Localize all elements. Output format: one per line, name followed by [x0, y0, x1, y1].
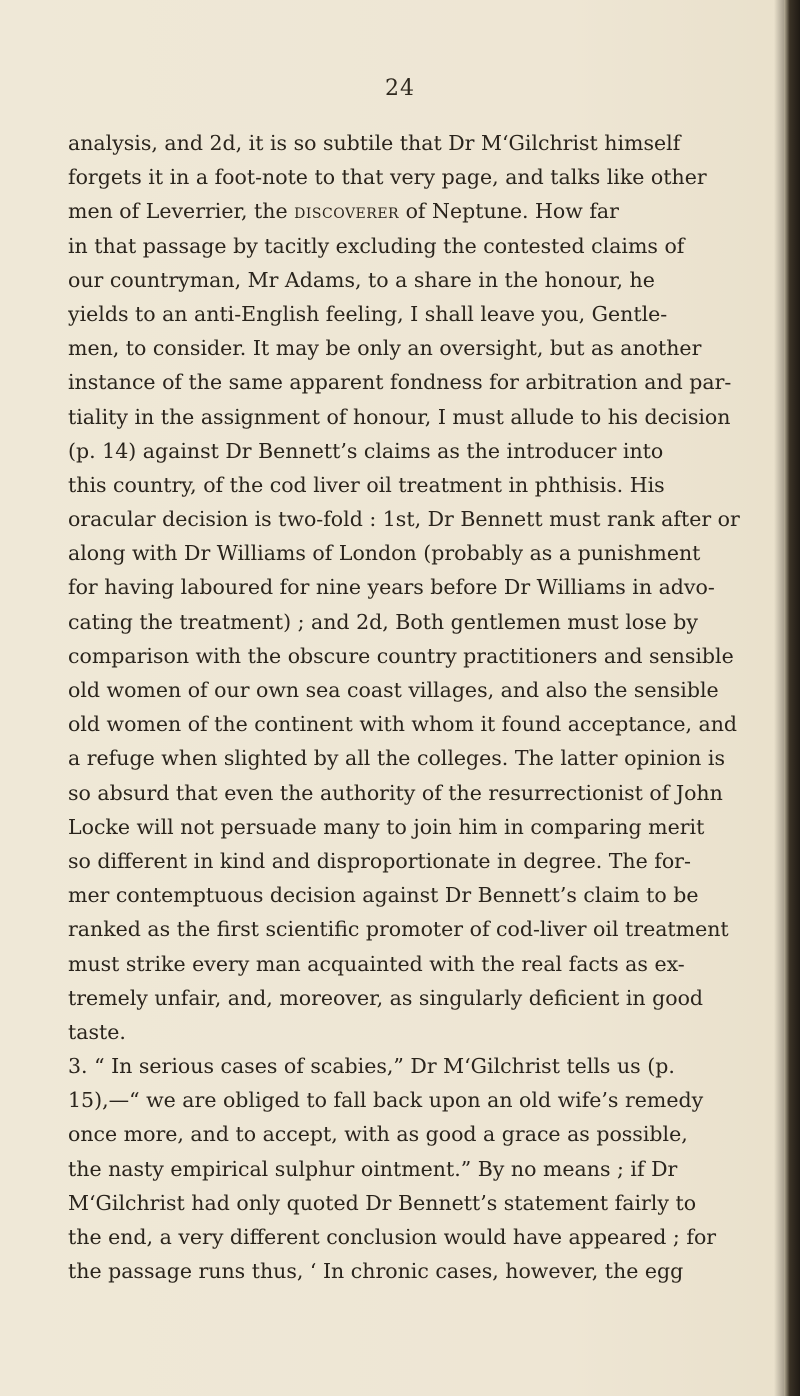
text-line-12: oracular decision is two-fold : 1st, Dr Bennett must rank after or: [68, 507, 740, 532]
text-line-26: tremely unfair, and, moreover, as singularly deficient in good: [68, 985, 704, 1010]
text-line-4: in that passage by tacitly excluding the contested claims of: [68, 233, 685, 258]
text-line-34: the passage runs thus, ‘ In chronic cases, however, the egg: [68, 1259, 684, 1284]
text-line-32: M‘Gilchrist had only quoted Dr Bennett’s statement fairly to: [68, 1190, 697, 1215]
small-caps-discoverer: discoverer: [294, 199, 400, 224]
text-line-3-pre: men of Leverrier, the: [68, 199, 295, 224]
text-line-31: the nasty empirical sulphur ointment.” By no means ; if Dr: [68, 1156, 678, 1181]
text-line-20: so absurd that even the authority of the resurrectionist of John: [68, 780, 723, 805]
text-line-6: yields to an anti-English feeling, I shall leave you, Gentle-: [68, 301, 668, 326]
text-line-16: comparison with the obscure country practitioners and sensible: [68, 643, 734, 668]
text-line-9: tiality in the assignment of honour, I must allude to his decision: [68, 404, 731, 429]
text-line-15: cating the treatment) ; and 2d, Both gentlemen must lose by: [68, 609, 698, 634]
text-line-14: for having laboured for nine years before Dr Williams in advo-: [68, 575, 715, 600]
text-line-10: (p. 14) against Dr Bennett’s claims as the introducer into: [68, 438, 664, 463]
text-line-33: the end, a very different conclusion would have appeared ; for: [68, 1225, 717, 1249]
text-line-3-post: of Neptune. How far: [399, 199, 619, 224]
text-line-27: taste.: [68, 1019, 126, 1044]
text-line-25: must strike every man acquainted with the real facts as ex-: [68, 951, 685, 976]
text-line-5: our countryman, Mr Adams, to a share in the honour, he: [68, 267, 655, 292]
text-line-18: old women of the continent with whom it found acceptance, and: [68, 712, 738, 737]
text-line-21: Locke will not persuade many to join him in comparing merit: [68, 814, 705, 839]
text-line-13: along with Dr Williams of London (probably as a punishment: [68, 541, 701, 566]
page-number: 24: [385, 76, 415, 101]
text-line-30: once more, and to accept, with as good a grace as possible,: [68, 1122, 688, 1147]
text-line-29: 15),—“ we are obliged to fall back upon an old wife’s remedy: [68, 1088, 704, 1113]
text-line-19: a refuge when slighted by all the colleges. The latter opinion is: [68, 746, 725, 771]
text-line-3: [68, 194, 800, 228]
text-line-7: men, to consider. It may be only an oversight, but as another: [68, 336, 702, 361]
text-line-22: so different in kind and disproportionate in degree. The for-: [68, 848, 691, 873]
text-line-17: old women of our own sea coast villages, and also the sensible: [68, 678, 719, 702]
text-line-8: instance of the same apparent fondness for arbitration and par-: [68, 370, 732, 395]
body-text: [68, 126, 800, 1386]
text-line-23: mer contemptuous decision against Dr Bennett’s claim to be: [68, 883, 699, 908]
text-line-1: analysis, and 2d, it is so subtile that Dr M‘Gilchrist himself: [68, 131, 681, 155]
text-line-2: forgets it in a foot-note to that very page, and talks like other: [68, 165, 707, 190]
text-line-11: this country, of the cod liver oil treatment in phthisis. His: [68, 472, 665, 497]
text-line-24: ranked as the first scientific promoter of cod-liver oil treatment: [68, 917, 729, 942]
text-line-28: 3. “ In serious cases of scabies,” Dr M‘Gilchrist tells us (p.: [68, 1054, 675, 1079]
